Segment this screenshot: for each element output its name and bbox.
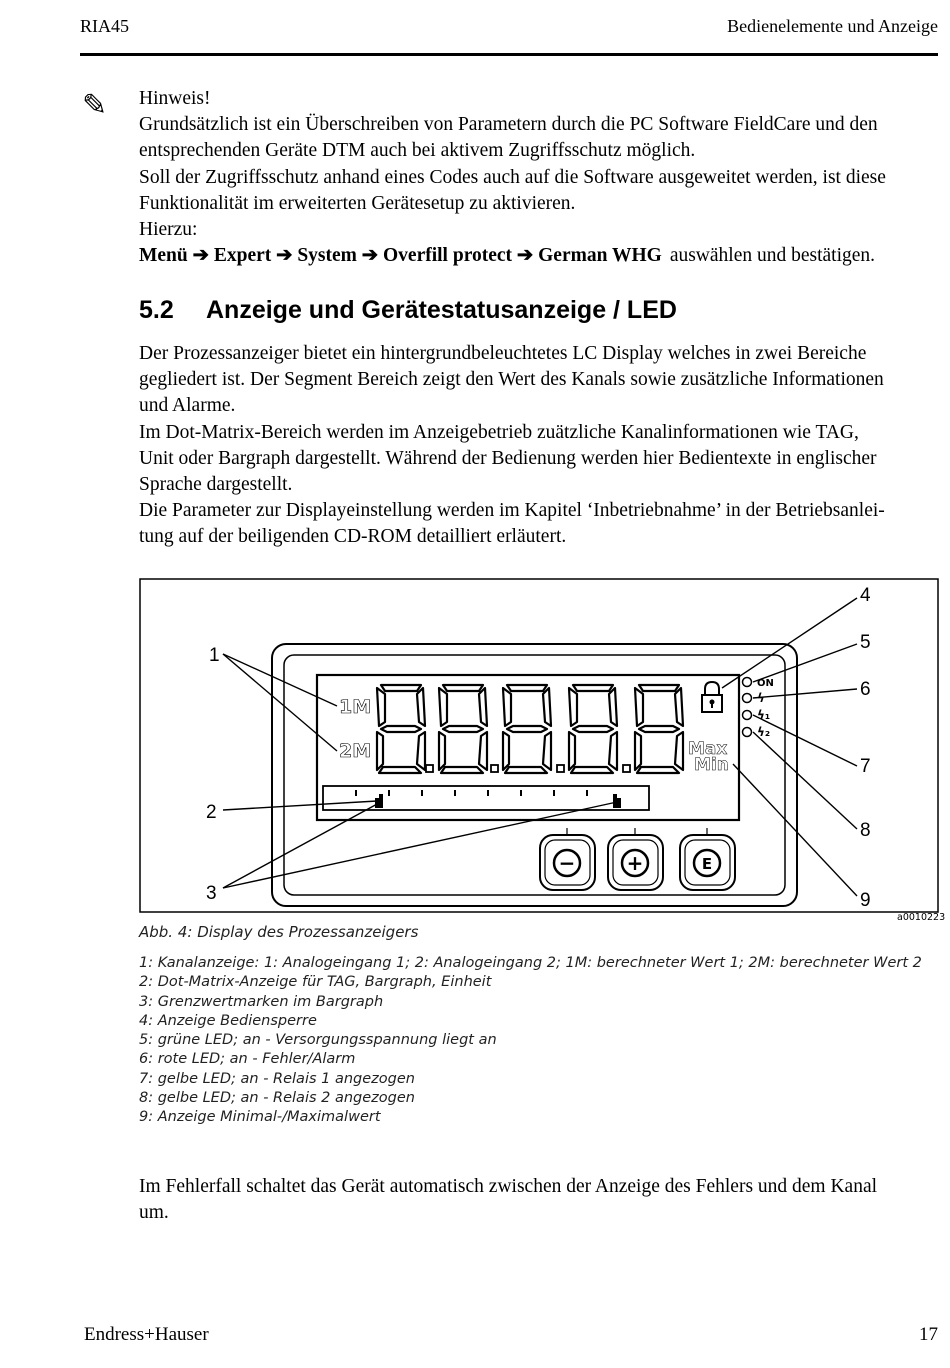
legend-item: 5: grüne LED; an - Versorgungsspannung liegt an — [139, 1032, 497, 1049]
closing-line: Im Fehlerfall schaltet das Gerät automatisch zwischen der Anzeige des Fehlers und dem Kanal — [139, 1176, 878, 1197]
paragraph-line: gegliedert ist. Der Segment Bereich zeigt den Wert des Kanals sowie zusätzliche Informationen — [139, 369, 884, 391]
led-fault-label: ϟ — [757, 691, 765, 705]
figure-legend — [139, 954, 922, 1128]
legend-item: 3: Grenzwertmarken im Bargraph — [139, 993, 384, 1010]
callout-7: 7 — [860, 756, 871, 777]
plus-button-label: + — [626, 851, 644, 875]
menu-path-line — [139, 243, 939, 269]
note-line: Soll der Zugriffsschutz anhand eines Codes auch auf die Software ausgeweitet werden, ist diese — [139, 166, 886, 188]
minus-button-label: − — [558, 851, 576, 875]
led-relay-2-label: ϟ₂ — [757, 725, 771, 739]
legend-item: 8: gelbe LED; an - Relais 2 angezogen — [139, 1090, 415, 1107]
header-rule — [80, 53, 938, 56]
callout-4: 4 — [860, 585, 871, 606]
paragraph-line: tung auf der beiligenden CD-ROM detailliert erläutert. — [139, 526, 567, 548]
note-block — [139, 86, 939, 269]
led-relay-2 — [743, 728, 752, 737]
display-drawing — [139, 578, 939, 913]
decimal-point — [623, 765, 630, 772]
led-on-label: ON — [757, 678, 774, 689]
closing-paragraph — [139, 1174, 939, 1226]
legend-item: 7: gelbe LED; an - Relais 1 angezogen — [139, 1070, 415, 1087]
channel-2m-label: 2M — [339, 740, 372, 762]
callout-2: 2 — [206, 802, 217, 823]
led-relay-1 — [743, 711, 752, 720]
page-number: 17 — [919, 1324, 938, 1345]
figure-id: a0010223 — [897, 912, 946, 923]
paragraph-line: Unit oder Bargraph dargestellt. Während der Bedienung werden hier Bedientexte in englischer — [139, 447, 877, 469]
enter-button-label: E — [701, 855, 713, 873]
legend-item: 1: Kanalanzeige: 1: Analogeingang 1; 2: Analogeingang 2; 1M: berechneter Wert 1; 2M: berechneter Wert 2 — [139, 955, 922, 971]
paragraph-line: Im Dot-Matrix-Bereich werden im Anzeigebetrieb zuätzliche Kanalinformationen wie TAG, — [139, 421, 859, 443]
paragraph-line: Sprache dargestellt. — [139, 474, 293, 496]
minus-button[interactable] — [540, 828, 595, 890]
callout-5: 5 — [860, 632, 871, 653]
legend-item: 2: Dot-Matrix-Anzeige für TAG, Bargraph, Einheit — [139, 974, 492, 991]
paragraph-line: Der Prozessanzeiger bietet ein hintergrundbeleuchtetes LC Display welches in zwei Bereiche — [139, 343, 867, 364]
enter-button[interactable] — [680, 828, 735, 890]
legend-item: 6: rote LED; an - Fehler/Alarm — [139, 1051, 356, 1068]
legend-item: 9: Anzeige Minimal-/Maximalwert — [139, 1109, 381, 1126]
footer-brand: Endress+Hauser — [84, 1324, 209, 1345]
menu-path: Menü ➔ Expert ➔ System ➔ Overfill protect ➔ German WHG — [139, 245, 662, 267]
led-relay-1-label: ϟ₁ — [757, 708, 771, 722]
note-line: Hierzu: — [139, 219, 198, 241]
section-number: 5.2 — [139, 296, 174, 324]
header-chapter: Bedienelemente und Anzeige — [727, 16, 938, 36]
decimal-point — [491, 765, 498, 772]
paragraph-line: Die Parameter zur Displayeinstellung werden im Kapitel ‘Inbetriebnahme’ in der Betriebsanlei- — [139, 500, 885, 522]
menu-path-suffix: auswählen und bestätigen. — [669, 245, 876, 267]
led-fault — [743, 694, 752, 703]
callout-1: 1 — [209, 645, 220, 666]
pencil-icon: ✎ — [82, 89, 108, 122]
callout-6: 6 — [860, 679, 871, 700]
callout-3: 3 — [206, 883, 217, 904]
note-line: Grundsätzlich ist ein Überschreiben von Parametern durch die PC Software FieldCare und den — [139, 114, 878, 136]
figure-caption: Abb. 4: Display des Prozessanzeigers — [139, 923, 419, 941]
section-title: Anzeige und Gerätestatusanzeige / LED — [206, 296, 677, 324]
section-heading — [139, 296, 677, 325]
note-title: Hinweis! — [139, 88, 211, 109]
section-paragraph — [139, 341, 939, 551]
decimal-point — [426, 765, 433, 772]
note-line: entsprechenden Geräte DTM auch bei aktivem Zugriffsschutz möglich. — [139, 140, 696, 162]
note-line: Funktionalität im erweiterten Gerätesetup zu aktivieren. — [139, 192, 576, 214]
header-product: RIA45 — [80, 16, 129, 36]
led-on — [743, 678, 752, 687]
display-figure — [139, 578, 939, 913]
legend-item: 4: Anzeige Bediensperre — [139, 1012, 317, 1029]
paragraph-line: und Alarme. — [139, 395, 236, 417]
closing-line: um. — [139, 1202, 169, 1224]
max-indicator: Max — [688, 739, 728, 759]
plus-button[interactable] — [608, 828, 663, 890]
callout-8: 8 — [860, 820, 871, 841]
channel-1m-label: 1M — [339, 696, 372, 718]
decimal-point — [557, 765, 564, 772]
callout-9: 9 — [860, 890, 871, 911]
min-indicator: Min — [694, 755, 729, 775]
